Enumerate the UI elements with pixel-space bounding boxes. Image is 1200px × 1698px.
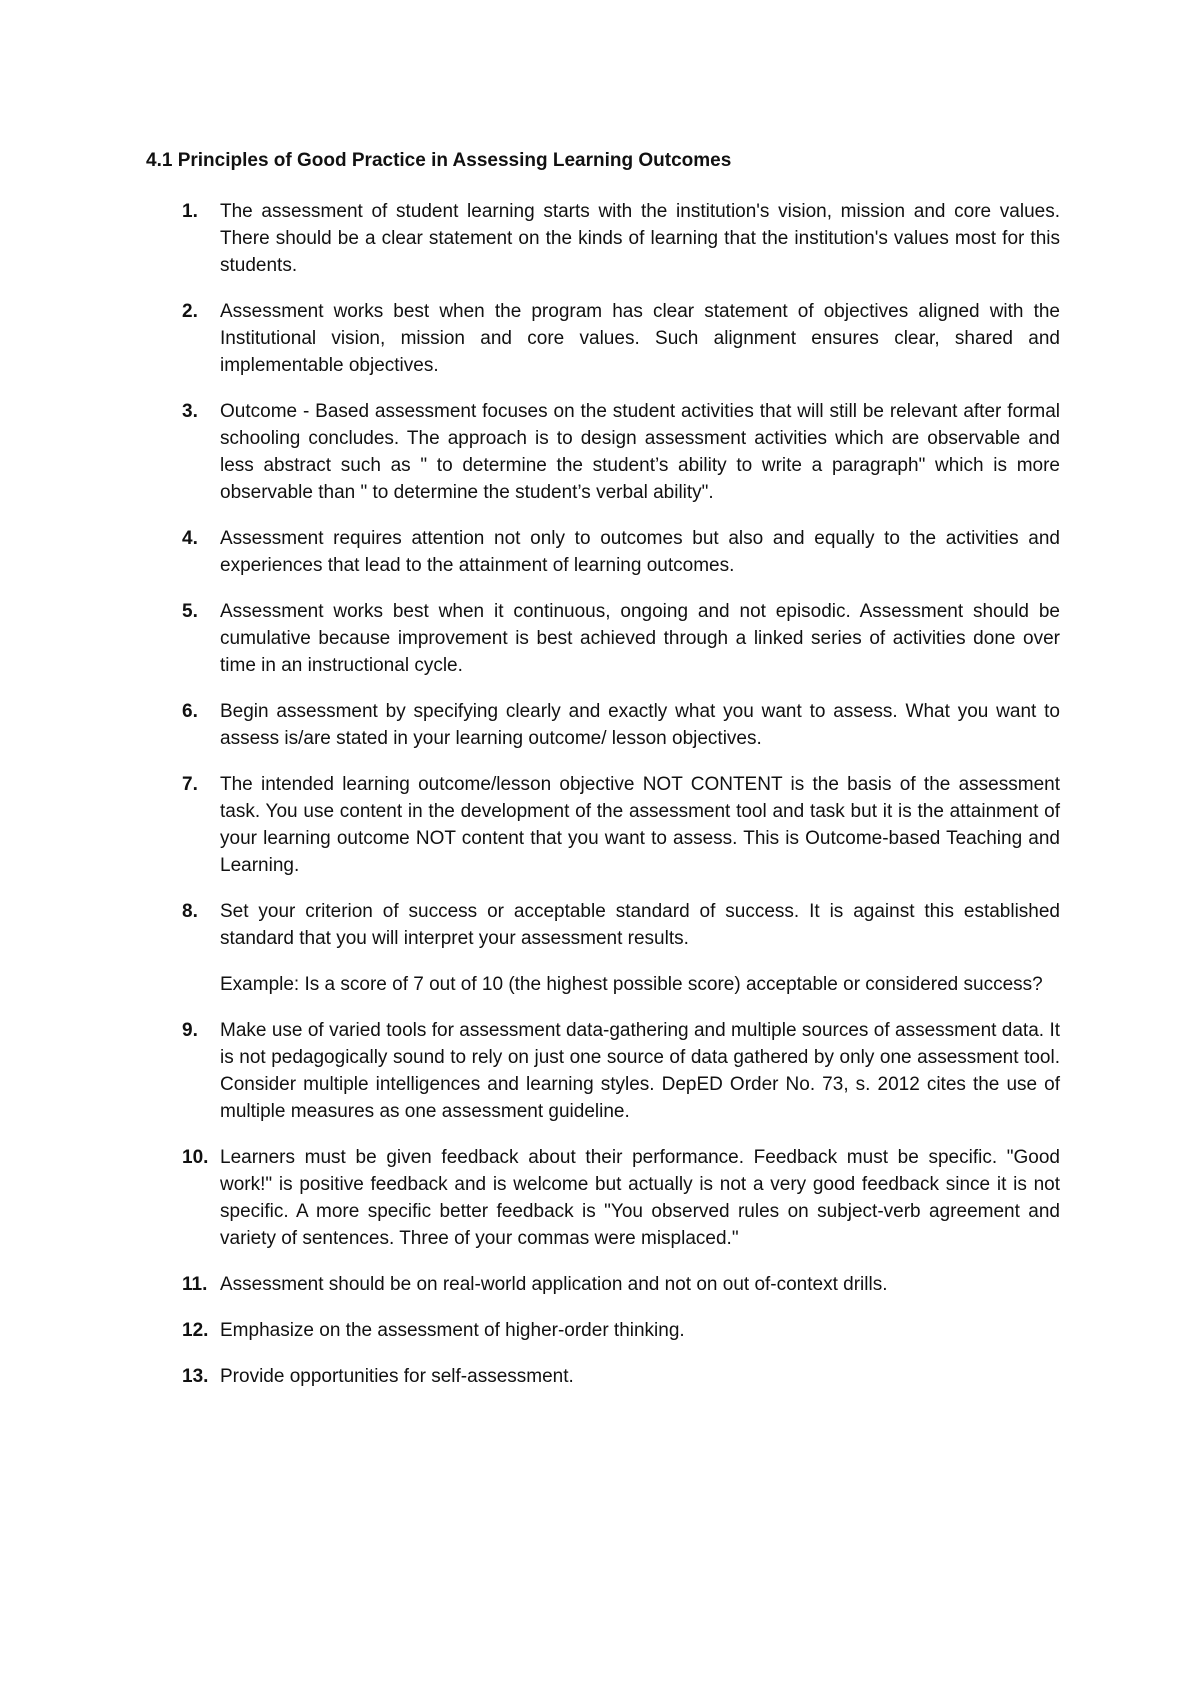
item-text: Set your criterion of success or acceptable standard of success. It is against this established standard that you will interpret your assessment results.: [220, 901, 1060, 949]
list-item: [146, 1271, 1060, 1298]
item-number: 13.: [182, 1366, 209, 1387]
item-number: 2.: [182, 301, 198, 322]
item-text: The intended learning outcome/lesson objective NOT CONTENT is the basis of the assessment task. You use content in the development of the assessment tool and task but it is the attainment of your learning outcome NOT content that you want to assess. This is Outcome-based Teaching and Learning.: [220, 774, 1060, 876]
list-item: [146, 1363, 1060, 1390]
item-text: Assessment works best when it continuous, ongoing and not episodic. Assessment should be cumulative because improvement is best achieved through a linked series of activities done over time in an instructional cycle.: [220, 601, 1060, 676]
item-number: 7.: [182, 774, 198, 795]
principles-list-continued: [146, 1017, 1060, 1390]
item-text: Make use of varied tools for assessment data-gathering and multiple sources of assessment data. It is not pedagogically sound to rely on just one source of data gathered by only one assessment tool. Consider multiple intelligences and learning styles. DepED Order No. 73, s. 2012 cites the use of multiple measures as one assessment guideline.: [220, 1020, 1060, 1122]
page-title: 4.1 Principles of Good Practice in Assessing Learning Outcomes: [146, 150, 732, 171]
list-item: [146, 698, 1060, 752]
principles-list: [146, 198, 1060, 952]
item-text: Assessment works best when the program has clear statement of objectives aligned with the Institutional vision, mission and core values. Such alignment ensures clear, shared and implementable objectives.: [220, 301, 1060, 376]
list-item: [146, 598, 1060, 679]
item-number: 4.: [182, 528, 198, 549]
item-text: Begin assessment by specifying clearly and exactly what you want to assess. What you want to assess is/are stated in your learning outcome/ lesson objectives.: [220, 701, 1060, 749]
list-item: [146, 398, 1060, 506]
list-item: [146, 1017, 1060, 1125]
list-item: [146, 1144, 1060, 1252]
item-number: 10.: [182, 1147, 209, 1168]
item-number: 12.: [182, 1320, 209, 1341]
item-number: 3.: [182, 401, 198, 422]
item-text: Learners must be given feedback about their performance. Feedback must be specific. "Good work!" is positive feedback and is welcome but actually is not a very good feedback since it is not specific. A more specific better feedback is "You observed rules on subject-verb agreement and variety of sentences. Three of your commas were misplaced.": [220, 1147, 1060, 1249]
item-number: 5.: [182, 601, 198, 622]
item-text: Provide opportunities for self-assessment.: [220, 1366, 574, 1387]
item-text: Outcome - Based assessment focuses on the student activities that will still be relevant after formal schooling concludes. The approach is to design assessment activities which are observable and less abstract such as " to determine the student’s ability to write a paragraph" which is more observable than " to determine the student’s verbal ability".: [220, 401, 1060, 503]
item-number: 1.: [182, 201, 198, 222]
item-number: 6.: [182, 701, 198, 722]
list-item: [146, 898, 1060, 952]
item-text: Assessment requires attention not only to outcomes but also and equally to the activities and experiences that lead to the attainment of learning outcomes.: [220, 528, 1060, 576]
list-item: [146, 525, 1060, 579]
list-item: [146, 1317, 1060, 1344]
item-number: 8.: [182, 901, 198, 922]
example-paragraph: Example: Is a score of 7 out of 10 (the highest possible score) acceptable or considered success?: [220, 974, 1043, 995]
item-text: Emphasize on the assessment of higher-order thinking.: [220, 1320, 685, 1341]
item-number: 9.: [182, 1020, 198, 1041]
item-number: 11.: [182, 1274, 208, 1295]
list-item: [146, 771, 1060, 879]
item-text: The assessment of student learning starts with the institution's vision, mission and core values. There should be a clear statement on the kinds of learning that the institution's values most for this students.: [220, 201, 1060, 276]
item-text: Assessment should be on real-world application and not on out of-context drills.: [220, 1274, 888, 1295]
list-item: [146, 198, 1060, 279]
list-item: [146, 298, 1060, 379]
